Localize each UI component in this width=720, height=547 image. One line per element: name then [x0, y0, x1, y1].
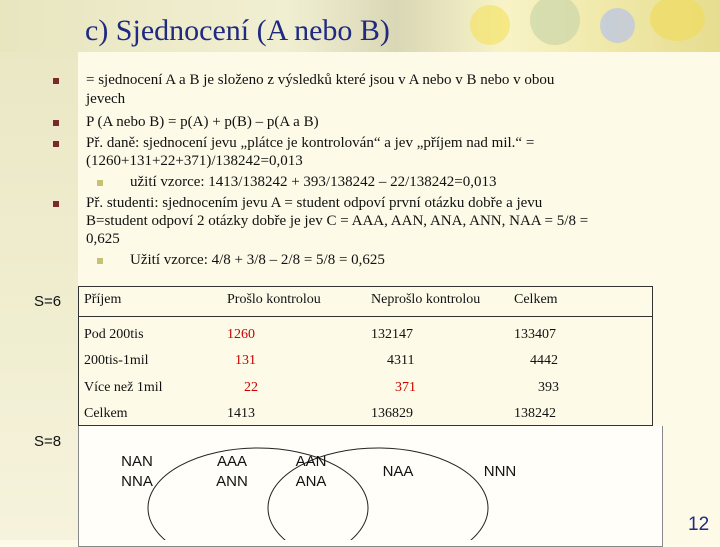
- table-cell: 136829: [371, 406, 413, 421]
- table-cell: 1413: [227, 406, 255, 421]
- table-cell: 133407: [514, 327, 556, 342]
- bullet-marker: [53, 201, 59, 207]
- venn-circles: [78, 426, 661, 540]
- table-cell: 138242: [514, 406, 556, 421]
- table-header: Celkem: [514, 292, 558, 307]
- table-cell: Více než 1mil: [84, 380, 163, 395]
- venn-outcome: AAN: [295, 453, 327, 470]
- venn-outcomes-outside: [112, 452, 162, 492]
- slide-title: c) Sjednocení (A nebo B): [85, 14, 390, 47]
- bullet-text: Př. daně: sjednocení jevu „plátce je kontrolován“ a jev „příjem nad mil.“ =: [86, 135, 535, 151]
- table-cell-highlight: 371: [395, 380, 416, 395]
- sub-bullet-marker: [97, 258, 103, 264]
- table-cell: 4442: [530, 353, 558, 368]
- venn-outcome-b-only: NAA: [382, 463, 414, 480]
- bullet-text: B=student odpoví 2 otázky dobře je jev C = AAA, AAN, ANA, ANN, NAA = 5/8 =: [86, 213, 589, 229]
- sample-space-label-s8: S=8: [34, 433, 62, 450]
- bullet-text: 0,625: [86, 231, 120, 247]
- venn-outcomes-intersection: [286, 452, 336, 492]
- table-cell: 4311: [387, 353, 415, 368]
- table-cell: Celkem: [84, 406, 128, 421]
- venn-outcome: NNA: [121, 473, 153, 490]
- sub-bullet-marker: [97, 180, 103, 186]
- bullet-text: Př. studenti: sjednocením jevu A = student odpoví první otázku dobře a jevu: [86, 195, 543, 211]
- sample-space-label-s6: S=6: [34, 293, 62, 310]
- venn-outcomes-a-only: [207, 452, 257, 492]
- table-header: Příjem: [84, 292, 122, 307]
- bullet-text: jevech: [86, 91, 126, 107]
- table-cell-highlight: 131: [235, 353, 256, 368]
- bullet-marker: [53, 141, 59, 147]
- flower-decoration: [450, 0, 720, 52]
- venn-outcome-none: NNN: [483, 463, 517, 480]
- bullet-text: P (A nebo B) = p(A) + p(B) – p(A a B): [86, 114, 319, 130]
- venn-outcome: NAN: [121, 453, 153, 470]
- sub-bullet-text: užití vzorce: 1413/138242 + 393/138242 – 22/138242=0,013: [130, 174, 497, 190]
- table-cell-highlight: 22: [244, 380, 258, 395]
- venn-outcome: ANN: [216, 473, 248, 490]
- bullet-marker: [53, 78, 59, 84]
- table-cell-highlight: 1260: [227, 327, 255, 342]
- table-header: Neprošlo kontrolou: [371, 292, 481, 307]
- table-cell: Pod 200tis: [84, 327, 144, 342]
- data-table: [78, 286, 653, 427]
- venn-outcome: AAA: [216, 453, 247, 470]
- bullet-text: = sjednocení A a B je složeno z výsledků které jsou v A nebo v B nebo v obou: [86, 72, 555, 88]
- venn-outcome: ANA: [295, 473, 327, 490]
- table-cell: 200tis-1mil: [84, 353, 149, 368]
- table-cell: 393: [538, 380, 559, 395]
- sub-bullet-text: Užití vzorce: 4/8 + 3/8 – 2/8 = 5/8 = 0,625: [130, 252, 385, 268]
- table-header: Prošlo kontrolou: [227, 292, 321, 307]
- table-cell: 132147: [371, 327, 413, 342]
- page-number: 12: [688, 514, 710, 535]
- table-divider: [78, 316, 653, 317]
- bullet-text: (1260+131+22+371)/138242=0,013: [86, 153, 303, 169]
- left-decor-band: [0, 0, 78, 540]
- bullet-marker: [53, 120, 59, 126]
